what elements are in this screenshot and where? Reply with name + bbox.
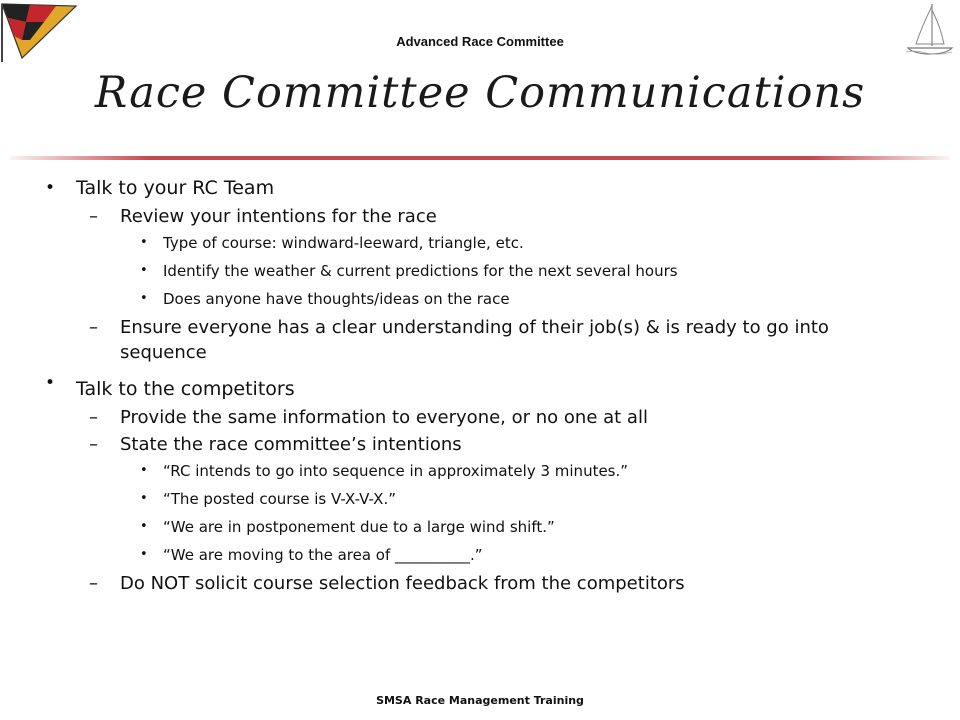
bullet-talk-to-competitors: • Talk to the competitors [76,365,960,403]
sub-bullet-ensure-understanding: – Ensure everyone has a clear understanding of their job(s) & is ready to go into sequence [120,313,920,365]
sub-bullet-same-information: – Provide the same information to everyone, or no one at all [120,403,920,430]
course-label: Advanced Race Committee [396,34,564,49]
list-item: • “RC intends to go into sequence in approximately 3 minutes.” [163,457,960,485]
list-item: • “The posted course is V-X-V-X.” [163,485,960,513]
list-item: • “We are in postponement due to a large wind shift.” [163,513,960,541]
sailboat-icon [904,2,956,58]
list-item: • “We are moving to the area of __________.” [163,541,960,569]
list-item: • Does anyone have thoughts/ideas on the race [163,285,960,313]
list-item: • Type of course: windward-leeward, triangle, etc. [163,229,960,257]
title-divider [10,156,950,160]
slide-body [0,170,960,596]
list-item: • Identify the weather & current predictions for the next several hours [163,257,960,285]
slide-title: Race Committee Communications [94,68,866,118]
sub-bullet-do-not-solicit: – Do NOT solicit course selection feedback from the competitors [120,569,920,596]
maryland-burgee-icon [0,0,80,62]
sub-bullet-review-intentions: – Review your intentions for the race [120,202,920,229]
slide-footer: SMSA Race Management Training [376,694,584,707]
sub-bullet-state-intentions: – State the race committee’s intentions [120,430,920,457]
bullet-talk-to-rc-team: • Talk to your RC Team [76,170,960,202]
